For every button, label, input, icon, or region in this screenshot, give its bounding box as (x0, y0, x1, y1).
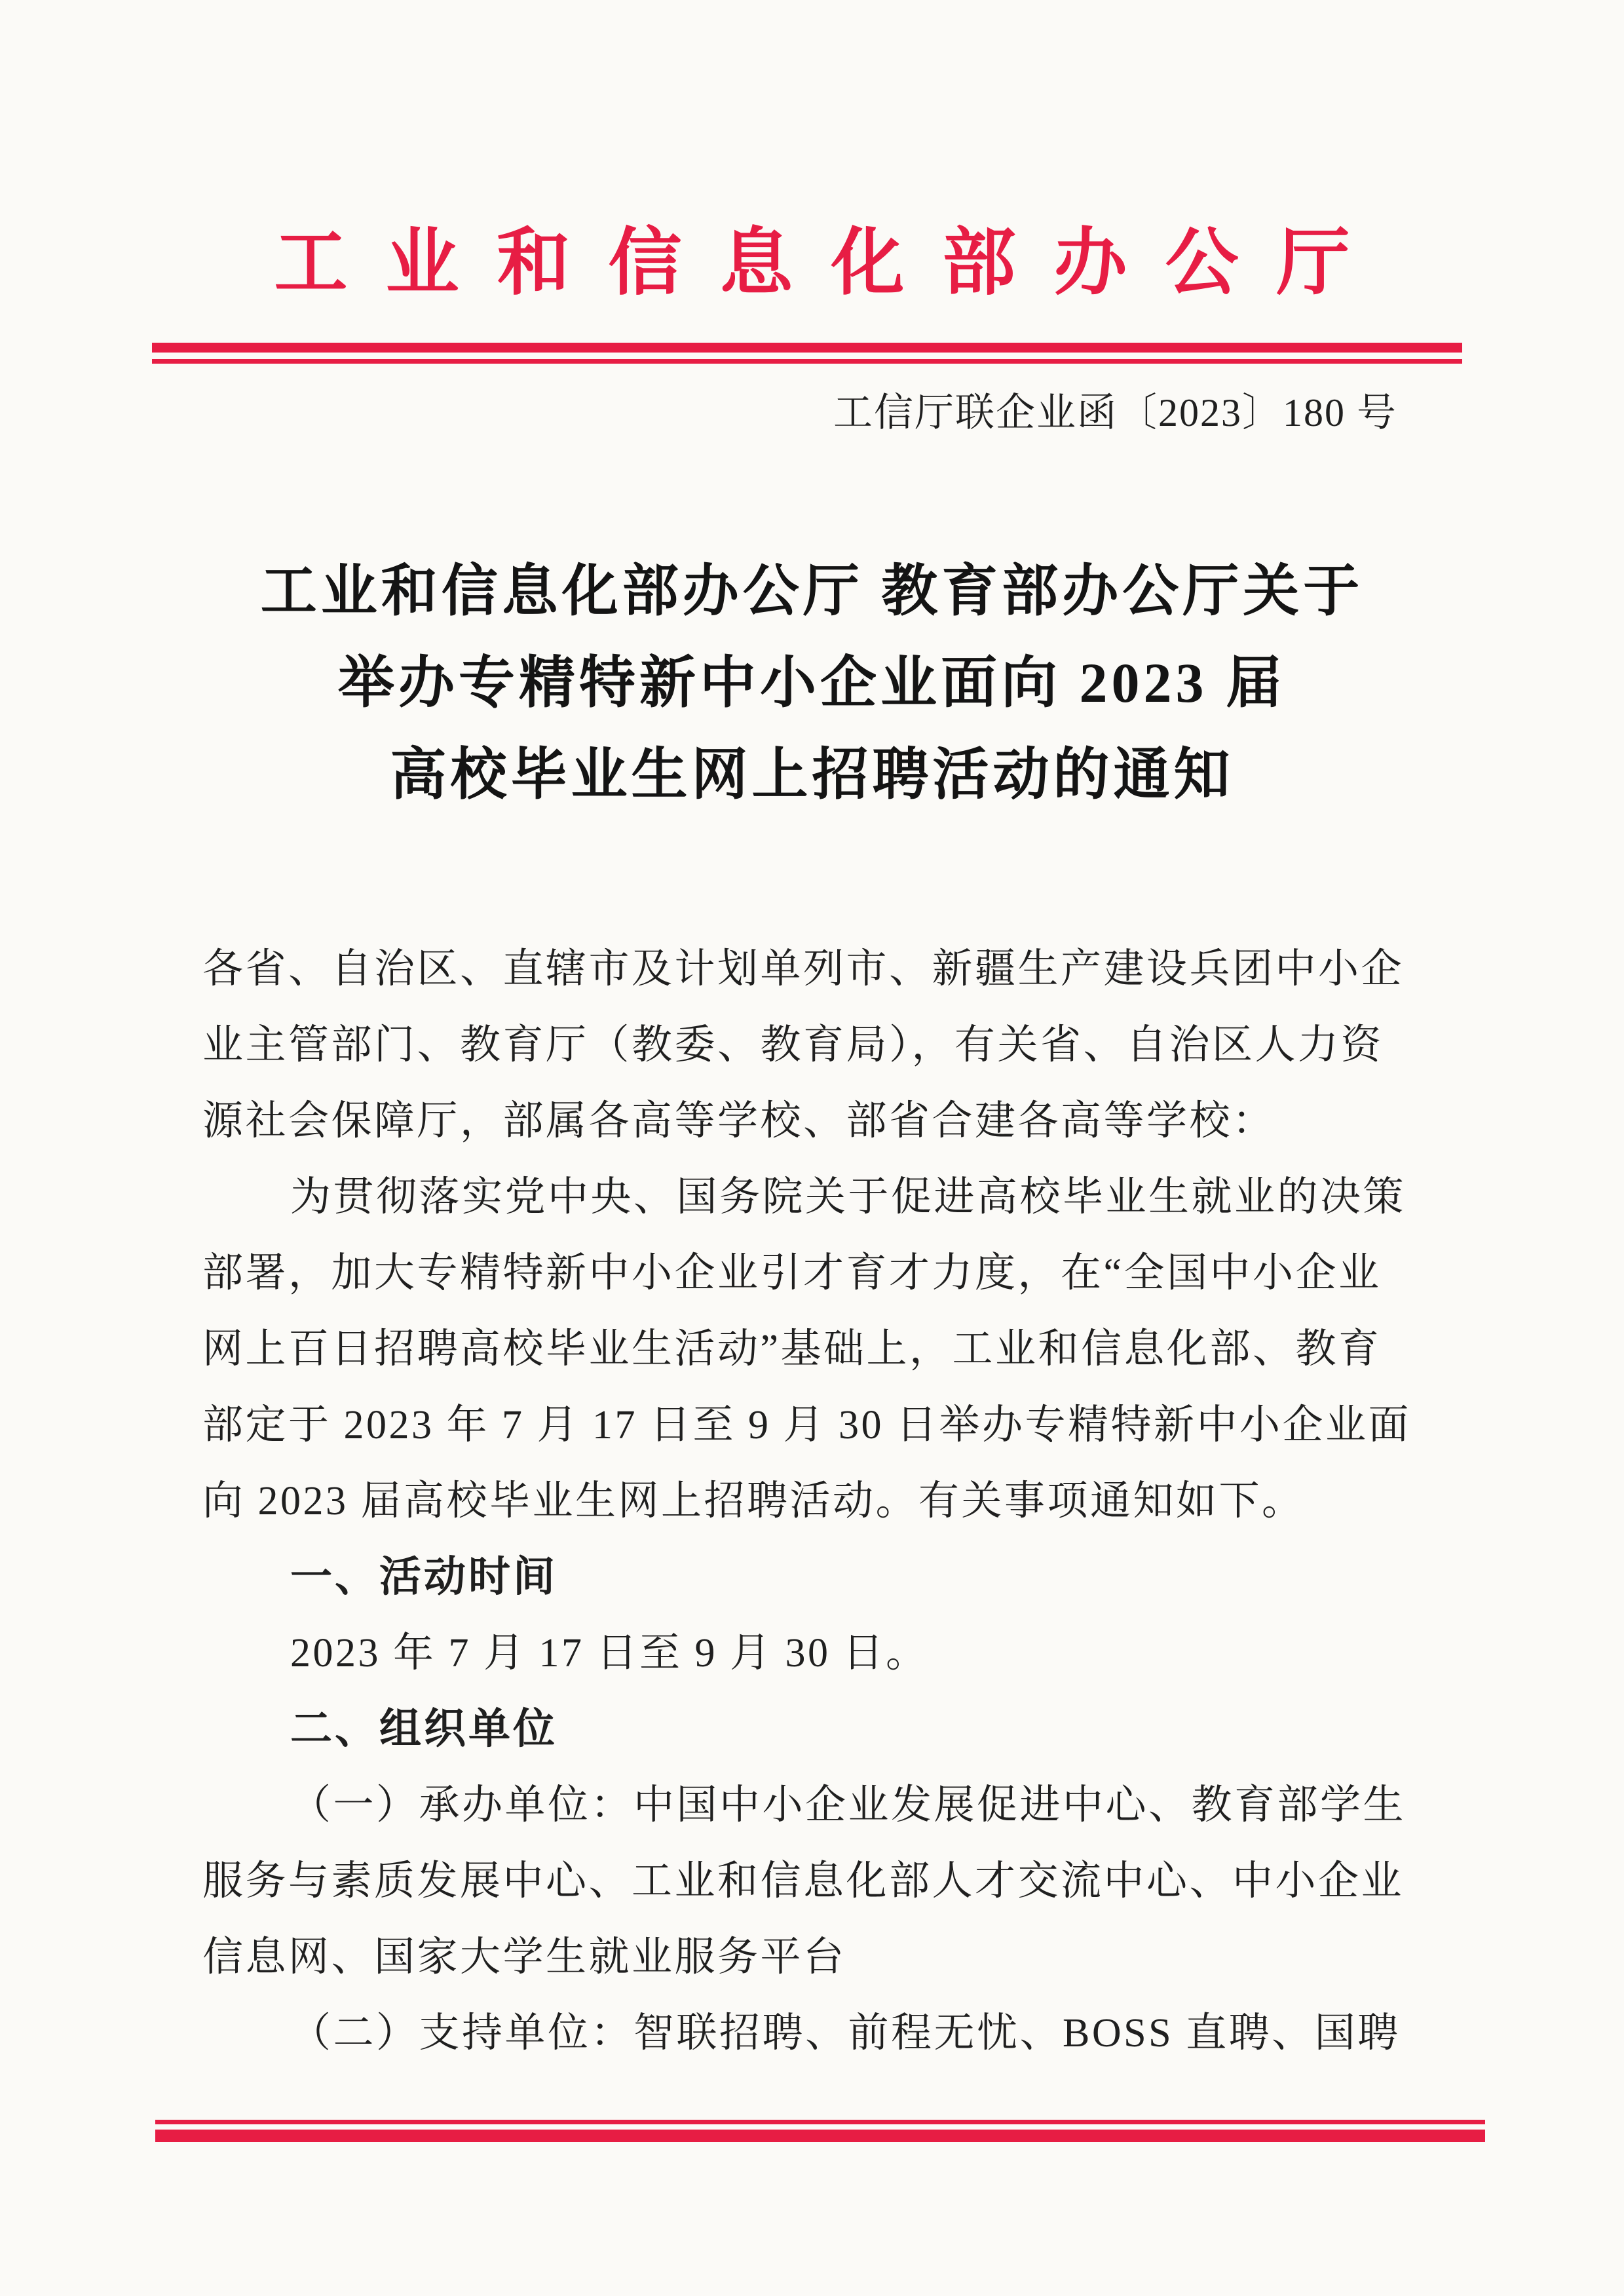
title-line-3: 高校毕业生网上招聘活动的通知 (390, 743, 1234, 806)
body-line: 业主管部门、教育厅（教委、教育局），有关省、自治区人力资 (202, 1023, 1384, 1067)
notice-title (0, 545, 1624, 820)
header-rule-thin (152, 359, 1462, 364)
header-rule-thick (152, 343, 1462, 353)
body-line: 为贯彻落实党中央、国务院关于促进高校毕业生就业的决策 (290, 1175, 1407, 1219)
agency-name: 工业和信息化部办公厅 (274, 223, 1388, 304)
section-heading: 一、活动时间 (290, 1553, 557, 1601)
body-line: 部署，加大专精特新中小企业引才育才力度，在“全国中小企业 (202, 1251, 1382, 1295)
body-line: 信息网、国家大学生就业服务平台 (202, 1935, 846, 1980)
body-line: 向 2023 届高校毕业生网上招聘活动。有关事项通知如下。 (202, 1479, 1305, 1523)
body-line: 2023 年 7 月 17 日至 9 月 30 日。 (290, 1631, 929, 1675)
body-line: （二）支持单位：智联招聘、前程无忧、BOSS 直聘、国聘 (290, 2011, 1401, 2056)
body-line: 部定于 2023 年 7 月 17 日至 9 月 30 日举办专精特新中小企业面 (202, 1403, 1412, 1447)
document-body (202, 931, 1414, 2071)
body-line: （一）承办单位：中国中小企业发展促进中心、教育部学生 (290, 1783, 1407, 1827)
section-heading: 二、组织单位 (290, 1705, 557, 1753)
title-line-2: 举办专精特新中小企业面向 2023 届 (338, 651, 1286, 714)
body-line: 服务与素质发展中心、工业和信息化部人才交流中心、中小企业 (202, 1859, 1405, 1904)
footer-rule-thin (155, 2120, 1485, 2124)
body-line: 源社会保障厅，部属各高等学校、部省合建各高等学校： (202, 1099, 1275, 1143)
title-line-1: 工业和信息化部办公厅 教育部办公厅关于 (260, 560, 1364, 622)
doc-number: 工信厅联企业函〔2023〕180 号 (833, 391, 1397, 434)
body-line: 网上百日招聘高校毕业生活动”基础上，工业和信息化部、教育 (202, 1327, 1382, 1371)
body-line: 各省、自治区、直辖市及计划单列市、新疆生产建设兵团中小企 (202, 947, 1405, 991)
footer-rule-thick (155, 2130, 1485, 2142)
